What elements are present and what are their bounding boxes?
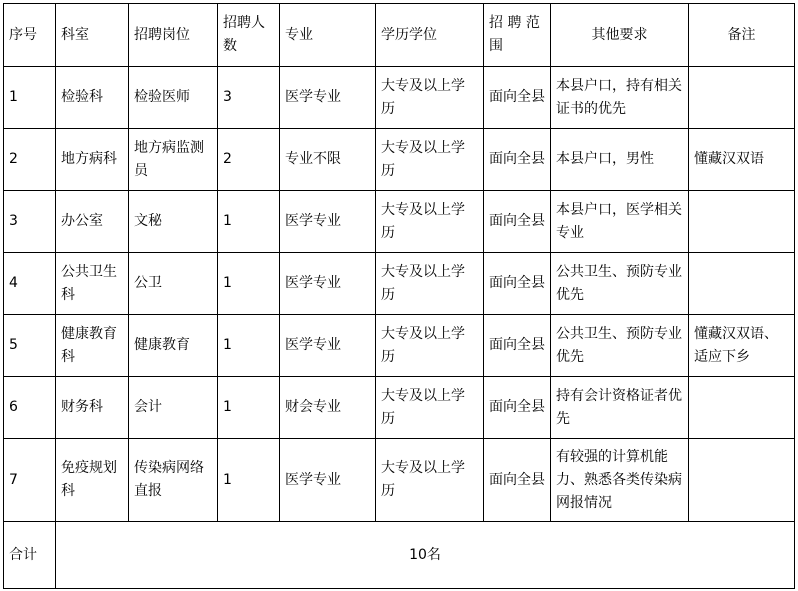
header-cell-major: 专业 [280, 4, 376, 67]
header-cell-note: 备注 [689, 4, 795, 67]
cell-req: 本县户口，持有相关证书的优先 [551, 67, 689, 129]
cell-no: 6 [4, 377, 56, 439]
cell-req: 公共卫生、预防专业优先 [551, 253, 689, 315]
cell-edu: 大专及以上学历 [376, 191, 484, 253]
cell-dept: 健康教育科 [56, 315, 129, 377]
header-cell-count: 招聘人数 [218, 4, 280, 67]
cell-no: 3 [4, 191, 56, 253]
cell-post: 会计 [129, 377, 218, 439]
cell-post: 检验医师 [129, 67, 218, 129]
cell-count: 1 [218, 315, 280, 377]
cell-dept: 财务科 [56, 377, 129, 439]
cell-edu: 大专及以上学历 [376, 439, 484, 522]
cell-scope: 面向全县 [484, 253, 551, 315]
cell-note [689, 191, 795, 253]
cell-req: 本县户口，男性 [551, 129, 689, 191]
cell-count: 3 [218, 67, 280, 129]
cell-count: 1 [218, 377, 280, 439]
cell-note [689, 377, 795, 439]
cell-req: 有较强的计算机能力、熟悉各类传染病网报情况 [551, 439, 689, 522]
cell-scope: 面向全县 [484, 315, 551, 377]
cell-dept: 办公室 [56, 191, 129, 253]
cell-scope: 面向全县 [484, 67, 551, 129]
table-total-row [4, 522, 795, 589]
cell-scope: 面向全县 [484, 377, 551, 439]
table-header-row [4, 4, 795, 67]
table-row [4, 439, 795, 522]
cell-count: 1 [218, 439, 280, 522]
cell-note [689, 439, 795, 522]
cell-post: 文秘 [129, 191, 218, 253]
cell-major: 医学专业 [280, 191, 376, 253]
cell-scope: 面向全县 [484, 191, 551, 253]
cell-post: 地方病监测员 [129, 129, 218, 191]
cell-no: 5 [4, 315, 56, 377]
cell-post: 健康教育 [129, 315, 218, 377]
cell-note: 懂藏汉双语 [689, 129, 795, 191]
total-label: 合计 [4, 522, 56, 589]
cell-dept: 地方病科 [56, 129, 129, 191]
cell-req: 持有会计资格证者优先 [551, 377, 689, 439]
cell-req: 本县户口，医学相关专业 [551, 191, 689, 253]
table-row [4, 315, 795, 377]
cell-dept: 公共卫生科 [56, 253, 129, 315]
cell-count: 1 [218, 253, 280, 315]
cell-no: 4 [4, 253, 56, 315]
cell-post: 传染病网络直报 [129, 439, 218, 522]
cell-no: 1 [4, 67, 56, 129]
cell-edu: 大专及以上学历 [376, 377, 484, 439]
cell-note: 懂藏汉双语、适应下乡 [689, 315, 795, 377]
cell-note [689, 253, 795, 315]
recruitment-table [3, 3, 795, 589]
header-cell-req: 其他要求 [551, 4, 689, 67]
table-row [4, 191, 795, 253]
cell-edu: 大专及以上学历 [376, 315, 484, 377]
table-row [4, 377, 795, 439]
cell-major: 专业不限 [280, 129, 376, 191]
cell-major: 医学专业 [280, 67, 376, 129]
table-row [4, 129, 795, 191]
table-row [4, 253, 795, 315]
header-cell-scope: 招 聘 范 围 [484, 4, 551, 67]
cell-count: 2 [218, 129, 280, 191]
cell-no: 7 [4, 439, 56, 522]
cell-no: 2 [4, 129, 56, 191]
cell-edu: 大专及以上学历 [376, 67, 484, 129]
cell-post: 公卫 [129, 253, 218, 315]
cell-scope: 面向全县 [484, 439, 551, 522]
total-value: 10名 [56, 522, 795, 589]
header-cell-dept: 科室 [56, 4, 129, 67]
table-row [4, 67, 795, 129]
cell-dept: 检验科 [56, 67, 129, 129]
cell-major: 医学专业 [280, 253, 376, 315]
cell-major: 医学专业 [280, 439, 376, 522]
header-cell-no: 序号 [4, 4, 56, 67]
cell-major: 财会专业 [280, 377, 376, 439]
cell-scope: 面向全县 [484, 129, 551, 191]
cell-dept: 免疫规划科 [56, 439, 129, 522]
cell-edu: 大专及以上学历 [376, 129, 484, 191]
header-cell-edu: 学历学位 [376, 4, 484, 67]
cell-major: 医学专业 [280, 315, 376, 377]
cell-count: 1 [218, 191, 280, 253]
cell-edu: 大专及以上学历 [376, 253, 484, 315]
header-cell-post: 招聘岗位 [129, 4, 218, 67]
cell-req: 公共卫生、预防专业优先 [551, 315, 689, 377]
cell-note [689, 67, 795, 129]
